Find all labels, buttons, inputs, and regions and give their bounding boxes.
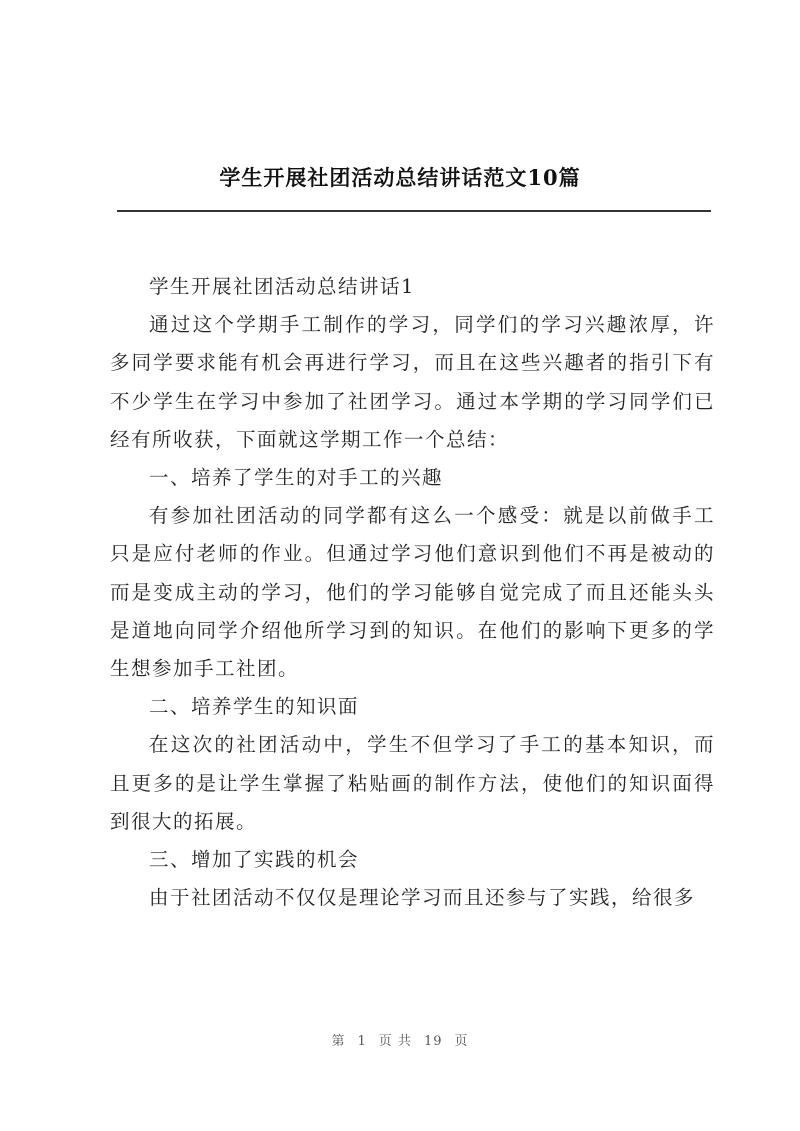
total-pages-number: 19 [423, 1034, 443, 1049]
page-number-footer [0, 1030, 800, 1049]
paragraph: 有参加社团活动的同学都有这么一个感受：就是以前做手工只是应付老师的作业。但通过学习他们意识到他们不再是被动的而是变成主动的学习，他们的学习能够自觉完成了而且还能头头是道地向同学介绍他所学习到的知识。在他们的影响下更多的学生想参加手工社团。 [110, 504, 715, 681]
document-body [110, 268, 715, 917]
footer-label-page: 第 [331, 1034, 346, 1049]
section-heading: 三、增加了实践的机会 [149, 848, 360, 872]
paragraph: 在这次的社团活动中，学生不但学习了手工的基本知识，而且更多的是让学生掌握了粘贴画的制作方法，使他们的知识面得到很大的拓展。 [110, 733, 715, 833]
footer-label-pages: 页 [454, 1034, 469, 1049]
section-heading: 二、培养学生的知识面 [149, 695, 360, 719]
title-divider [117, 210, 711, 212]
paragraph: 由于社团活动不仅仅是理论学习而且还参与了实践，给很多 [149, 886, 696, 910]
section-heading: 一、培养了学生的对手工的兴趣 [149, 466, 444, 490]
paragraph: 通过这个学期手工制作的学习，同学们的学习兴趣浓厚，许多同学要求能有机会再进行学习，而且在这些兴趣者的指引下有不少学生在学习中参加了社团学习。通过本学期的学习同学们已经有所收获，下面就这学期工作一个总结： [110, 313, 715, 451]
current-page-number: 1 [357, 1034, 367, 1049]
document-title: 学生开展社团活动总结讲话范文10篇 [219, 165, 581, 190]
footer-label-of: 页 共 [378, 1034, 412, 1049]
section-heading: 学生开展社团活动总结讲话1 [149, 275, 415, 298]
